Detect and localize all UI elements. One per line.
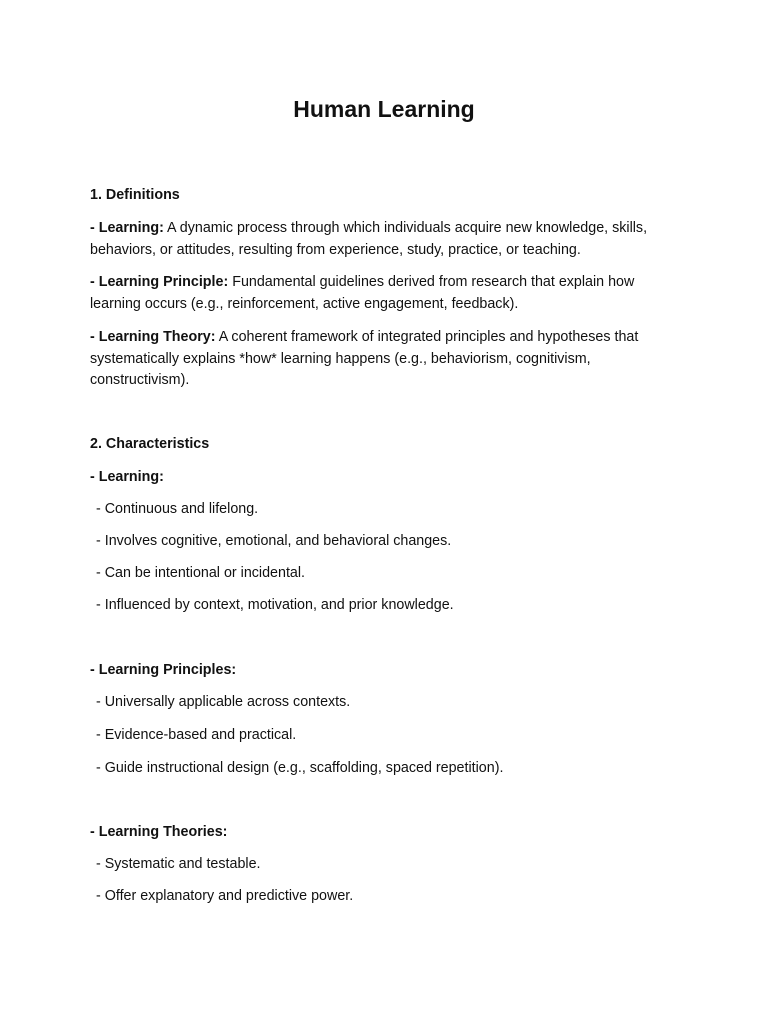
definition-learning (90, 218, 680, 261)
definition-learning-principle (90, 272, 680, 315)
definition-text: A dynamic process through which individuals acquire new knowledge, skills, behaviors, or attitudes, resulting from experience, study, practice, or teaching. (90, 220, 648, 258)
list-item: - Evidence-based and practical. (96, 727, 297, 743)
section-heading-characteristics: 2. Characteristics (90, 436, 210, 452)
list-item: - Systematic and testable. (96, 856, 261, 872)
group-label-learning-theories: - Learning Theories: (90, 824, 228, 840)
list-item: - Involves cognitive, emotional, and behavioral changes. (96, 533, 452, 549)
document-title: Human Learning (293, 96, 475, 122)
list-item: - Can be intentional or incidental. (96, 565, 306, 581)
group-label-learning: - Learning: (90, 469, 164, 485)
list-item: - Continuous and lifelong. (96, 501, 259, 517)
definition-term: - Learning Principle: (90, 274, 229, 290)
definition-learning-theory (90, 327, 680, 392)
definition-term: - Learning: (90, 220, 164, 236)
list-item: - Universally applicable across contexts. (96, 694, 351, 710)
list-item: - Influenced by context, motivation, and prior knowledge. (96, 597, 454, 613)
definition-text: A coherent framework of integrated principles and hypotheses that systematically explains *how* learning happens (e.g., behaviorism, cognitivism, constructivism). (90, 329, 639, 388)
definition-text: Fundamental guidelines derived from research that explain how learning occurs (e.g., reinforcement, active engagement, feedback). (90, 274, 635, 312)
definition-term: - Learning Theory: (90, 329, 216, 345)
list-item: - Guide instructional design (e.g., scaffolding, spaced repetition). (96, 760, 504, 776)
group-label-learning-principles: - Learning Principles: (90, 662, 237, 678)
list-item: - Offer explanatory and predictive power. (96, 888, 354, 904)
section-heading-definitions: 1. Definitions (90, 187, 180, 203)
